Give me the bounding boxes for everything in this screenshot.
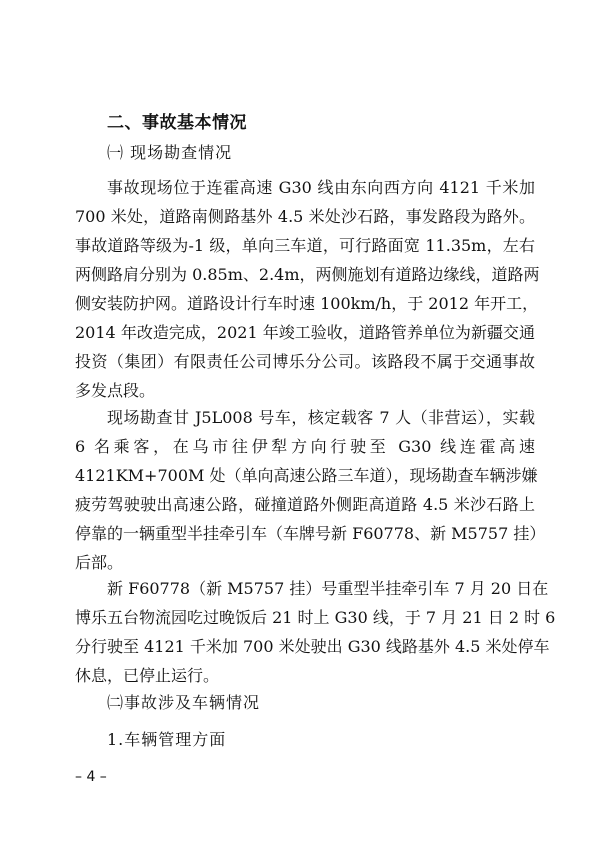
paragraph-line: 事故道路等级为-1 级，单向三车道，可行路面宽 11.35m，左右 — [75, 236, 535, 255]
paragraph-line: 后部。 — [75, 553, 124, 572]
paragraph-line: 事故现场位于连霍高速 G30 线由东向西方向 4121 千米加 — [107, 178, 535, 197]
paragraph-line: 现场勘查甘 J5L008 号车，核定载客 7 人（非营运），实载 — [107, 408, 535, 427]
paragraph-site-location — [75, 173, 540, 405]
subsection-heading-site-survey: ㈠ 现场勘查情况 — [107, 143, 233, 162]
paragraph-truck-details — [75, 574, 556, 690]
paragraph-line: 两侧路肩分别为 0.85m、2.4m，两侧施划有道路边缘线，道路两 — [75, 265, 540, 284]
paragraph-line: 疲劳驾驶驶出高速公路，碰撞道路外侧距高道路 4.5 米沙石路上 — [75, 495, 535, 514]
paragraph-line: 侧安装防护网。道路设计行车时速 100km/h，于 2012 年开工， — [75, 294, 539, 313]
paragraph-line: 停靠的一辆重型半挂牵引车（车牌号新 F60778、新 M5757 挂） — [75, 524, 546, 543]
page-number: – 4 – — [75, 769, 107, 785]
paragraph-line: 多发点段。 — [75, 381, 156, 400]
paragraph-line: 4121KM+700M 处（单向高速公路三车道），现场勘查车辆涉嫌 — [75, 466, 538, 485]
paragraph-line: 休息，已停止运行。 — [75, 666, 220, 685]
paragraph-line: 博乐五台物流园吃过晚饭后 21 时上 G30 线，于 7 月 21 日 2 时 6 — [75, 608, 556, 627]
paragraph-line: 分行驶至 4121 千米加 700 米处驶出 G30 线路基外 4.5 米处停车 — [75, 637, 550, 656]
subsection-heading-vehicles: ㈡事故涉及车辆情况 — [107, 693, 261, 712]
paragraph-line: 投资（集团）有限责任公司博乐分公司。该路段不属于交通事故 — [75, 352, 535, 371]
section-heading: 二、事故基本情况 — [107, 113, 247, 133]
paragraph-line: 新 F60778（新 M5757 挂）号重型半挂牵引车 7 月 20 日在 — [107, 579, 549, 598]
paragraph-line: 700 米处，道路南侧路基外 4.5 米处沙石路，事发路段为路外。 — [75, 207, 535, 226]
paragraph-line: 6 名乘客，在乌市往伊犁方向行驶至 G30 线连霍高速 — [75, 437, 535, 456]
item-heading-vehicle-management: 1.车辆管理方面 — [107, 730, 227, 749]
paragraph-line: 2014 年改造完成，2021 年竣工验收，道路管养单位为新疆交通 — [75, 323, 535, 342]
paragraph-vehicle-survey — [75, 403, 546, 577]
